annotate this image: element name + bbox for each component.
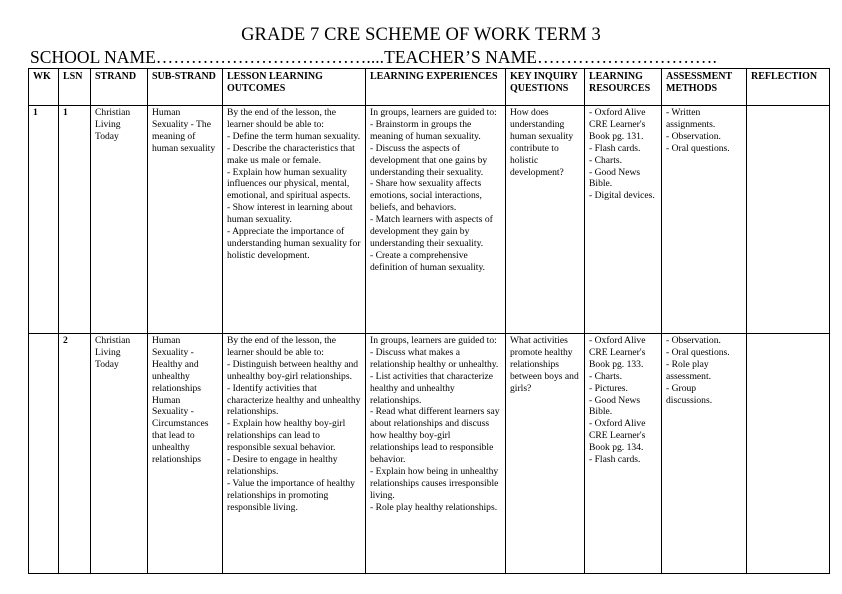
lesson-cell: 2 (59, 334, 91, 574)
header-lsn: LSN (59, 69, 91, 106)
experience-line: - Read what different learners say about relationships and discuss how healthy boy-girl relationships lead to responsible behavior. (370, 406, 500, 466)
experiences-cell (366, 106, 506, 334)
assessment-line: - Observation. (666, 335, 721, 346)
table-row (29, 106, 830, 334)
resource-line: - Digital devices. (589, 190, 655, 202)
assessment-line: - Oral questions. (666, 346, 730, 358)
resource-line: - Oxford Alive CRE Learner's Book pg. 131. (589, 107, 646, 142)
outcome-line: - Define the term human sexuality. (227, 130, 361, 142)
assessment-line: - Group discussions. (666, 382, 713, 406)
strand-cell: Christian Living Today (91, 334, 148, 574)
header-wk: WK (29, 69, 59, 106)
resources-cell (585, 106, 662, 334)
reflection-cell (747, 334, 830, 574)
experience-line: - Match learners with aspects of development they gain by understanding their sexuality. (370, 214, 493, 249)
document-title: GRADE 7 CRE SCHEME OF WORK TERM 3 (241, 25, 601, 45)
assessment-line: - Role play assessment. (666, 358, 712, 382)
experience-line: - Explain how being in unhealthy relationships causes irresponsible living. (370, 465, 499, 501)
table-row (29, 334, 830, 574)
assessment-line: - Observation. (666, 130, 721, 142)
resource-line: - Flash cards. (589, 142, 641, 154)
inquiry-question-cell: What activities promote healthy relationships between boys and girls? (506, 334, 585, 574)
assessment-line: - Written assignments. (666, 107, 716, 130)
scheme-of-work-table (28, 68, 830, 574)
assessment-line: - Oral questions. (666, 142, 730, 154)
header-row (29, 69, 830, 106)
outcome-line: - Explain how healthy boy-girl relationships can lead to responsible sexual behavior. (227, 418, 346, 454)
header-resources: LEARNING RESOURCES (585, 69, 662, 106)
experiences-cell (366, 334, 506, 574)
sub-strand-cell: Human Sexuality - Healthy and unhealthy relationships Human Sexuality - Circumstances that lead to unhealthy relationships (148, 334, 223, 574)
reflection-cell (747, 106, 830, 334)
resource-line: - Flash cards. (589, 454, 641, 466)
assessment-cell (662, 334, 747, 574)
resource-line: - Good News Bible. (589, 394, 641, 418)
experience-line: - Role play healthy relationships. (370, 501, 498, 513)
outcome-line: - Appreciate the importance of understanding human sexuality for holistic development. (227, 226, 361, 261)
experience-line: - Discuss the aspects of development that one gains by understanding their sexuality. (370, 142, 488, 178)
resource-line: - Oxford Alive CRE Learner's Book pg. 134. (589, 418, 646, 454)
header-strand: STRAND (91, 69, 148, 106)
assessment-cell (662, 106, 747, 334)
experience-line: - Brainstorm in groups the meaning of human sexuality. (370, 118, 481, 142)
experience-line: In groups, learners are guided to: (370, 335, 497, 346)
resource-line: - Pictures. (589, 382, 628, 394)
resource-line: - Charts. (589, 370, 623, 382)
experience-line: - Discuss what makes a relationship healthy or unhealthy. (370, 346, 499, 370)
outcome-line: - Distinguish between healthy and unhealthy boy-girl relationships. (227, 358, 359, 382)
lesson-cell: 1 (59, 106, 91, 334)
header-inquiry: KEY INQUIRY QUESTIONS (506, 69, 585, 106)
header-sub-strand: SUB-STRAND (148, 69, 223, 106)
outcome-line: - Show interest in learning about human sexuality. (227, 202, 353, 226)
resource-line: - Oxford Alive CRE Learner's Book pg. 133. (589, 335, 646, 370)
experience-line: - Create a comprehensive definition of human sexuality. (370, 249, 486, 273)
outcomes-cell (223, 106, 366, 334)
header-assessment: ASSESSMENT METHODS (662, 69, 747, 106)
inquiry-question-cell: How does understanding human sexuality contribute to holistic development? (506, 106, 585, 334)
header-experiences: LEARNING EXPERIENCES (366, 69, 506, 106)
resource-line: - Good News Bible. (589, 166, 641, 190)
outcome-line: - Describe the characteristics that make us male or female. (227, 142, 355, 166)
resources-cell (585, 334, 662, 574)
strand-cell: Christian Living Today (91, 106, 148, 334)
outcome-line: By the end of the lesson, the learner should be able to: (227, 107, 336, 130)
experience-line: - Share how sexuality affects emotions, social interactions, beliefs, and behaviors. (370, 178, 482, 214)
resource-line: - Charts. (589, 154, 623, 166)
outcome-line: - Value the importance of healthy relationships in promoting responsible living. (227, 477, 355, 513)
outcomes-cell (223, 334, 366, 574)
school-teacher-line: SCHOOL NAME………………………………....TEACHER’S NAME…………………………. (30, 47, 717, 67)
outcome-line: - Desire to engage in healthy relationships. (227, 454, 338, 477)
experience-line: - List activities that characterize healthy and unhealthy relationships. (370, 370, 494, 406)
outcome-line: By the end of the lesson, the learner should be able to: (227, 335, 336, 358)
header-outcomes: LESSON LEARNING OUTCOMES (223, 69, 366, 106)
experience-line: In groups, learners are guided to: (370, 107, 497, 118)
week-cell: 1 (29, 106, 59, 334)
outcome-line: - Explain how human sexuality influences our physical, mental, emotional, and spiritual aspects. (227, 166, 351, 202)
outcome-line: - Identify activities that characterize healthy and unhealthy relationships. (227, 382, 361, 418)
header-reflection: REFLECTION (747, 69, 830, 106)
week-cell (29, 334, 59, 574)
sub-strand-cell: Human Sexuality - The meaning of human sexuality (148, 106, 223, 334)
